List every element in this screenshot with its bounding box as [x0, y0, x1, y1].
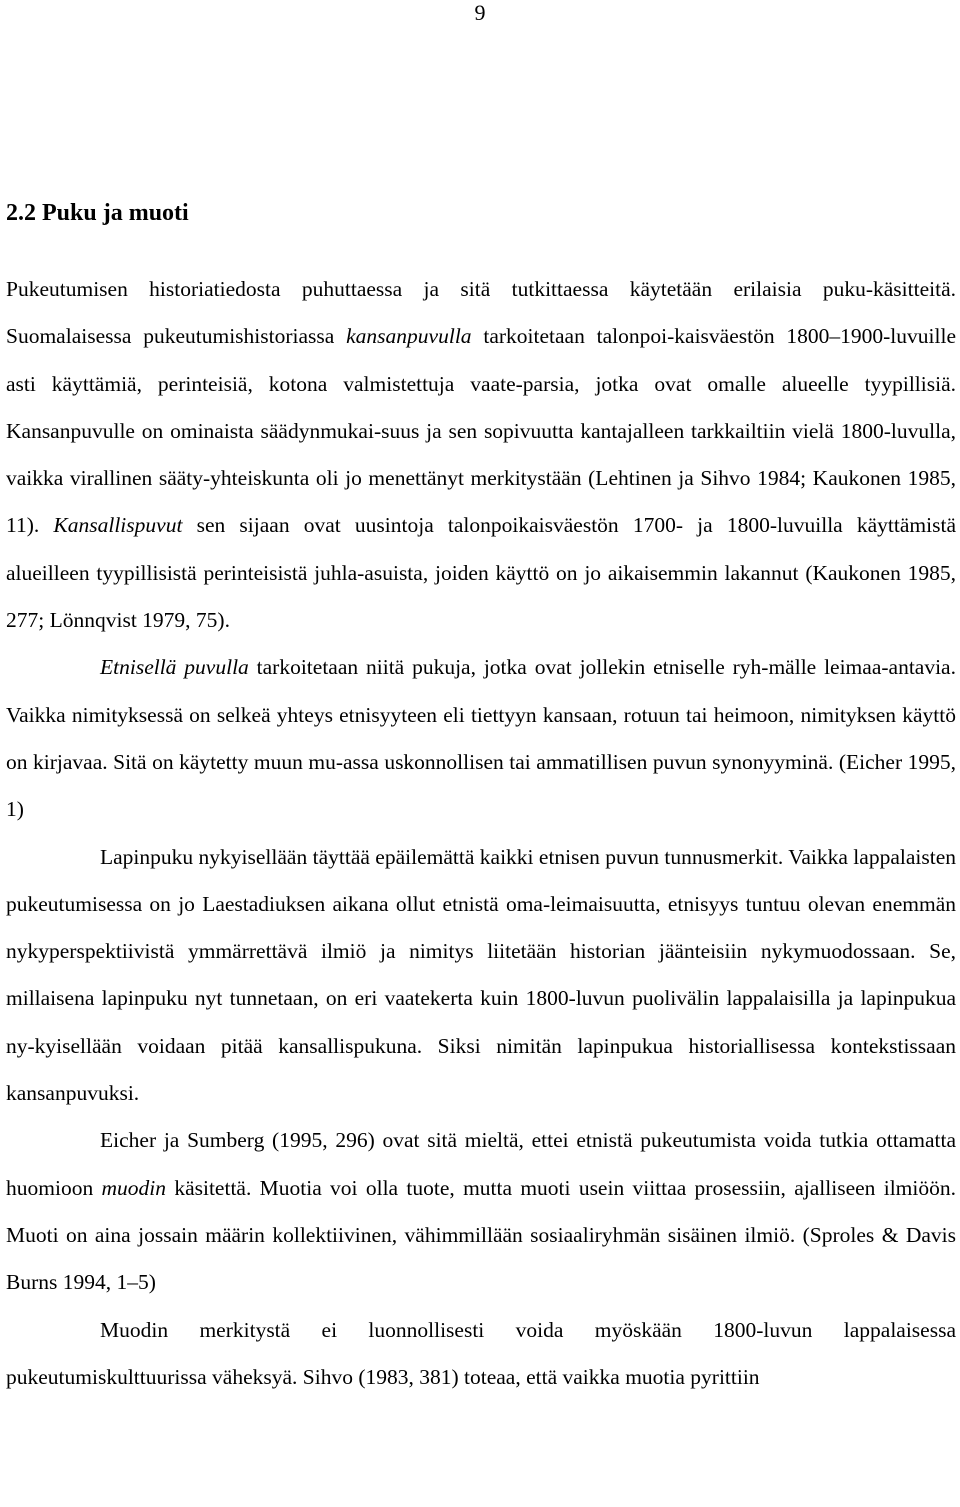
italic-term: kansanpuvulla	[346, 324, 472, 349]
paragraph	[6, 1307, 956, 1402]
text-run: Lapinpuku nykyisellään täyttää epäilemättä kaikki etnisen puvun tunnusmerkit. Vaikka lappalaisten pukeutumisessa on jo Laestadiuksen aikana ollut etnistä oma-leimaisuutta, etnisyys tuntuu olevan enemmän nykyperspektiivistä ymmärrettävä ilmiö ja nimitys liitetään historian jäänteisiin nykymuodossaan. Se, millaisena lapinpuku nyt tunnetaan, on eri vaatekerta kuin 1800-luvun puolivälin lappalaisilla ja lapinpukua ny-kyisellään voidaan pitää kansallispukuna. Siksi nimitän lapinpukua historiallisessa kontekstissaan kansanpuvuksi.	[6, 844, 956, 1106]
text-run: tarkoitetaan talonpoi-kaisväestön 1800–1900-luvuille asti käyttämiä, perinteisiä, kotona valmistettuja vaate-parsia, jotka ovat omalle alueelle tyypillisiä. Kansanpuvulle on ominaista säädynmukai-suus ja sen sopivuutta kantajalleen tarkkailtiin vielä 1800-luvulla, vaikka virallinen sääty-yhteiskunta oli jo menettänyt merkitystään (Lehtinen ja Sihvo 1984; Kaukonen 1985, 11).	[6, 324, 956, 538]
page-number: 9	[474, 0, 486, 25]
paragraph	[6, 1117, 956, 1306]
text-run: Pukeutumisen historiatiedosta puhuttaessa ja sitä tutkittaessa käytetään erilaisia puku-käsitteitä. Suomalaisessa pukeutumishistoriassa	[6, 277, 956, 349]
text-run: Eicher ja Sumberg (1995, 296) ovat sitä mieltä, ettei etnistä pukeutumista voida tutkia ottamatta huomioon	[6, 1128, 956, 1200]
paragraph	[6, 266, 956, 644]
text-run: Muodin merkitystä ei luonnollisesti voida myöskään 1800-luvun lappalaisessa pukeutumiskulttuurissa väheksyä. Sihvo (1983, 381) toteaa, että vaikka muotia pyrittiin	[6, 1317, 956, 1389]
section-heading: 2.2 Puku ja muoti	[6, 200, 189, 226]
italic-term: Kansallispuvut	[53, 513, 183, 538]
italic-term: muodin	[101, 1175, 167, 1200]
body-text	[6, 266, 956, 1401]
text-run: tarkoitetaan niitä pukuja, jotka ovat jollekin etniselle ryh-mälle leimaa-antavia. Vaikka nimityksessä on selkeä yhteys etnisyyteen eli tiettyyn kansaan, rotuun tai heimoon, nimityksen käyttö on kirjavaa. Sitä on käytetty muun mu-assa uskonnollisen tai ammatillisen puvun synonyyminä. (Eicher 1995, 1)	[6, 655, 956, 822]
text-run: sen sijaan ovat uusintoja talonpoikaisväestön 1700- ja 1800-luvuilla käyttämistä alueilleen tyypillisistä perinteisistä juhla-asuista, joiden käyttö on jo aikaisemmin lakannut (Kaukonen 1985, 277; Lönnqvist 1979, 75).	[6, 513, 956, 633]
italic-term: Etnisellä puvulla	[100, 655, 249, 680]
paragraph	[6, 644, 956, 833]
text-run: käsitettä. Muotia voi olla tuote, mutta muoti usein viittaa prosessiin, ajalliseen ilmiöön. Muoti on aina jossain määrin kollektiivinen, vähimmillään sosiaaliryhmän sisäinen ilmiö. (Sproles & Davis Burns 1994, 1–5)	[6, 1175, 956, 1295]
paragraph	[6, 834, 956, 1118]
